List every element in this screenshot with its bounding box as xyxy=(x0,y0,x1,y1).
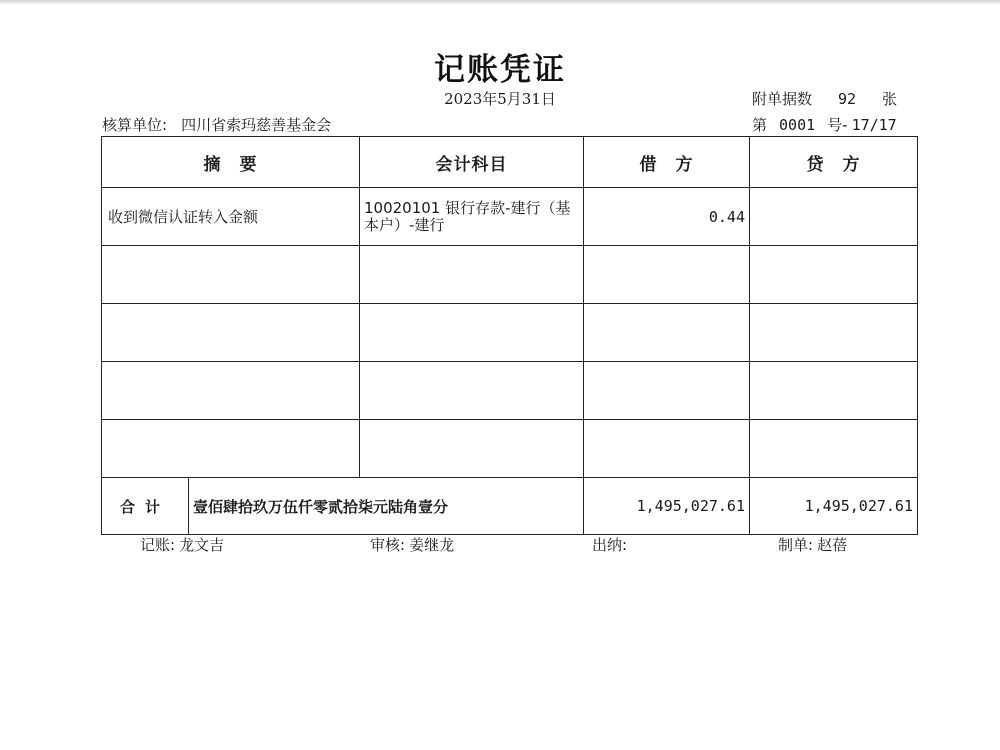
table-header-row xyxy=(102,137,918,188)
scan-edge xyxy=(0,0,1000,5)
voucher-title: 记账凭证 xyxy=(434,52,566,88)
row-debit xyxy=(584,304,750,362)
cashier-label: 出纳: xyxy=(592,536,628,554)
total-cell xyxy=(102,478,584,535)
attachment-info xyxy=(752,88,897,109)
cashier-signature xyxy=(592,534,631,555)
row-summary xyxy=(102,304,360,362)
row-credit xyxy=(750,188,918,246)
table-row xyxy=(102,304,918,362)
preparer-label: 制单: xyxy=(778,536,814,554)
accounting-unit xyxy=(102,114,331,135)
row-debit xyxy=(584,362,750,420)
total-amount-words: 壹佰肆拾玖万伍仟零贰拾柒元陆角壹分 xyxy=(193,497,449,516)
voucher-date: 2023年5月31日 xyxy=(444,90,556,108)
total-debit: 1,495,027.61 xyxy=(584,478,750,535)
attachment-unit: 张 xyxy=(882,90,898,108)
table-row xyxy=(102,246,918,304)
attachment-label: 附单据数 xyxy=(752,90,813,108)
row-summary xyxy=(102,246,360,304)
bookkeeper-label: 记账: xyxy=(140,536,176,554)
row-account xyxy=(360,420,584,478)
reviewer-label: 审核: xyxy=(370,536,406,554)
header-account: 会计科目 xyxy=(360,137,584,188)
row-credit xyxy=(750,420,918,478)
table-row xyxy=(102,420,918,478)
row-account xyxy=(360,304,584,362)
preparer-name: 赵蓓 xyxy=(817,536,848,554)
table-row xyxy=(102,188,918,246)
voucher-page-count: 17/17 xyxy=(851,116,897,134)
row-account: 10020101 银行存款-建行（基本户）-建行 xyxy=(360,188,584,246)
header-credit: 贷 方 xyxy=(750,137,918,188)
bookkeeper-name: 龙文吉 xyxy=(179,536,225,554)
total-row xyxy=(102,478,918,535)
row-credit xyxy=(750,304,918,362)
voucher-table xyxy=(101,136,918,535)
voucher-no: 0001 xyxy=(779,116,816,134)
row-credit xyxy=(750,246,918,304)
voucher-suffix: 号- xyxy=(827,116,848,134)
total-credit: 1,495,027.61 xyxy=(750,478,918,535)
row-summary: 收到微信认证转入金额 xyxy=(102,188,360,246)
attachment-count: 92 xyxy=(837,90,857,108)
row-account xyxy=(360,246,584,304)
header-summary: 摘 要 xyxy=(102,137,360,188)
org-label: 核算单位: xyxy=(102,116,168,134)
org-name: 四川省索玛慈善基金会 xyxy=(181,116,332,134)
voucher-prefix: 第 xyxy=(752,116,768,134)
preparer-signature xyxy=(778,534,847,555)
row-summary xyxy=(102,362,360,420)
row-account xyxy=(360,362,584,420)
row-debit xyxy=(584,246,750,304)
row-debit xyxy=(584,420,750,478)
bookkeeper-signature xyxy=(140,534,224,555)
reviewer-name: 姜继龙 xyxy=(409,536,455,554)
row-debit: 0.44 xyxy=(584,188,750,246)
header-debit: 借 方 xyxy=(584,137,750,188)
total-label: 合计 xyxy=(102,478,189,534)
reviewer-signature xyxy=(370,534,454,555)
row-credit xyxy=(750,362,918,420)
row-summary xyxy=(102,420,360,478)
table-row xyxy=(102,362,918,420)
voucher-number xyxy=(752,114,897,135)
